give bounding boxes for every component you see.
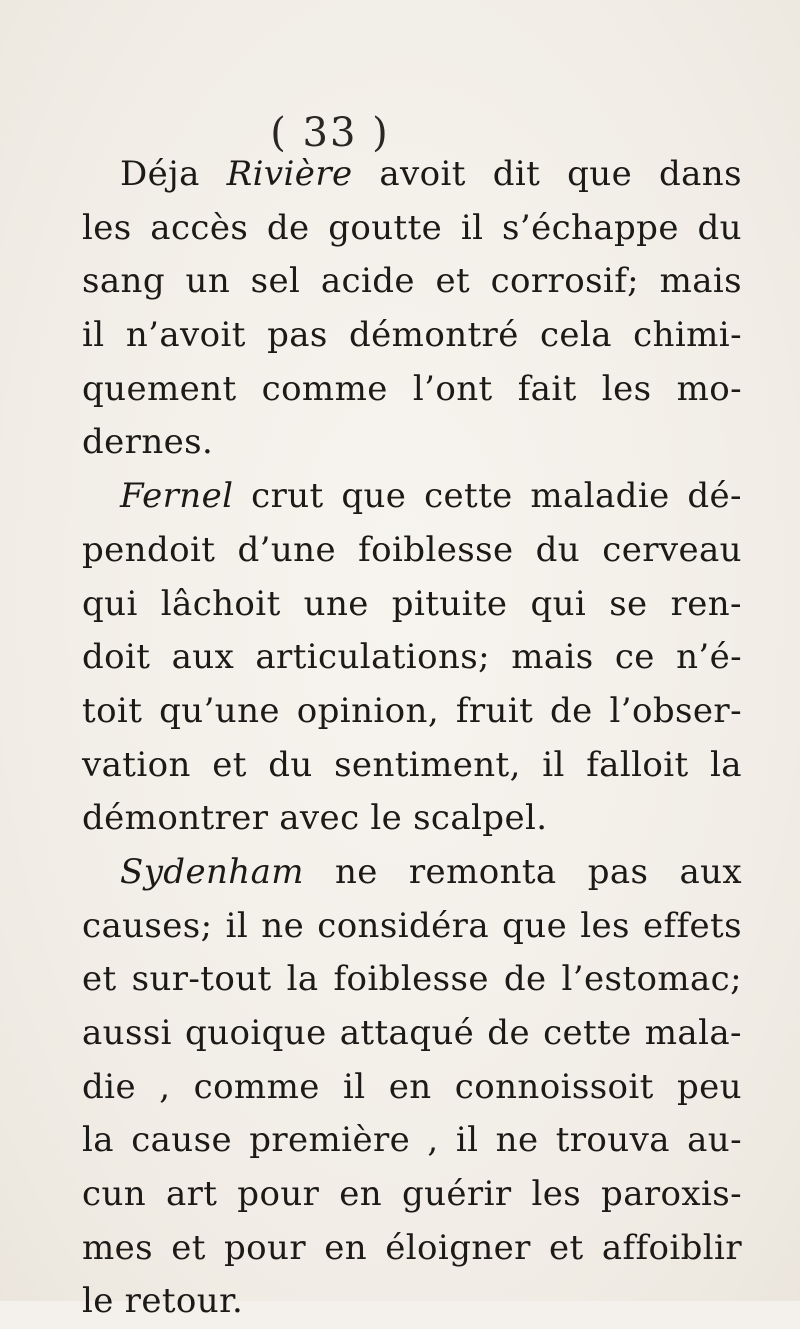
word: foiblesse: [358, 529, 514, 570]
word: accès: [150, 207, 249, 248]
italic-name: Fernel: [120, 476, 234, 517]
word: aux: [171, 637, 235, 678]
text-line: [82, 739, 742, 793]
word: fruit: [455, 690, 534, 731]
word: et: [82, 959, 117, 1000]
text-line: [82, 900, 742, 954]
word: que: [341, 476, 407, 517]
paragraph: [82, 470, 742, 846]
italic-name: Rivière: [226, 154, 353, 194]
word: cause: [131, 1120, 232, 1161]
word: au-: [687, 1120, 742, 1161]
word: l’obser-: [609, 690, 742, 731]
word: et: [435, 261, 471, 302]
italic-name: Sydenham: [120, 851, 304, 892]
word: dans: [658, 154, 742, 194]
word: sang: [82, 261, 165, 302]
word: goutte: [328, 207, 443, 248]
word: peu: [676, 1066, 742, 1107]
word: guérir: [401, 1174, 512, 1215]
word: dé-: [687, 476, 742, 517]
text-line: [82, 363, 742, 417]
text-line: [82, 524, 742, 578]
text-line: [82, 578, 742, 632]
word: la: [286, 959, 319, 1000]
word: attaqué: [339, 1013, 475, 1053]
body-text: [82, 148, 742, 1329]
text-line: [82, 1007, 742, 1061]
word: que: [502, 905, 568, 946]
word: du: [268, 744, 313, 785]
text-line: [82, 470, 742, 524]
text-line: [82, 1168, 742, 1222]
word: aussi: [82, 1013, 172, 1053]
word: pour: [224, 1227, 307, 1268]
text-line: [82, 631, 742, 685]
word: mes: [82, 1227, 154, 1268]
text-line: [82, 953, 742, 1007]
word: il: [225, 905, 249, 946]
text-line: [82, 685, 742, 739]
word: se: [609, 583, 648, 624]
word: sentiment,: [334, 744, 521, 785]
text-line: [82, 1114, 742, 1168]
word: retour.: [124, 1281, 244, 1322]
text-line: [82, 255, 742, 309]
word: pour: [237, 1174, 320, 1215]
word: trouva: [555, 1120, 670, 1161]
word: mais: [659, 261, 742, 302]
word: crut: [251, 476, 324, 517]
word: cela: [539, 315, 612, 356]
word: art: [165, 1174, 218, 1215]
word: cette: [543, 1013, 632, 1053]
word: de: [503, 959, 547, 1000]
word: lâchoit: [160, 583, 281, 624]
word: de: [266, 207, 310, 248]
word: dit: [492, 154, 541, 194]
word: pituite: [391, 583, 508, 624]
word: cette: [424, 476, 513, 517]
word: pas: [587, 851, 649, 892]
word: il: [82, 315, 105, 356]
word: affoiblir: [601, 1227, 742, 1268]
word: il: [542, 744, 565, 785]
word: les: [531, 1174, 582, 1215]
word: démontrer: [82, 798, 269, 839]
word: maladie: [530, 476, 670, 517]
word: en: [388, 1066, 432, 1107]
word: remonta: [408, 851, 557, 892]
word: il: [455, 1120, 479, 1161]
word: en: [324, 1227, 368, 1268]
word: éloigner: [385, 1227, 531, 1268]
paragraph: [82, 148, 742, 470]
text-line: [82, 309, 742, 363]
word: n’avoit: [125, 315, 246, 356]
text-line: [82, 1275, 742, 1329]
word: doit: [82, 637, 151, 678]
word: une: [303, 583, 369, 624]
word: comme: [193, 1066, 320, 1107]
paragraph: [82, 846, 742, 1329]
word: l’estomac;: [561, 959, 742, 1000]
word: les: [601, 368, 652, 409]
word: acide: [320, 261, 415, 302]
word: Déja: [120, 154, 200, 194]
word: pas: [267, 315, 328, 356]
word: s’échappe: [502, 207, 679, 248]
word: le: [370, 798, 403, 839]
word: sel: [250, 261, 301, 302]
word: chimi-: [633, 315, 742, 356]
word: articulations;: [255, 637, 490, 678]
word: cerveau: [602, 529, 742, 570]
word: aux: [679, 851, 742, 892]
text-line: [82, 148, 742, 202]
word: die: [82, 1066, 136, 1107]
word: avec: [279, 798, 360, 839]
word: qui: [530, 583, 587, 624]
word: causes;: [82, 905, 213, 946]
word: ne: [495, 1120, 539, 1161]
word: ne: [261, 905, 305, 946]
word: cun: [82, 1174, 147, 1215]
word: de: [487, 1013, 530, 1053]
word: toit: [82, 690, 143, 731]
word: ,: [427, 1120, 439, 1161]
word: paroxis-: [601, 1174, 742, 1215]
word: foiblesse: [333, 959, 489, 1000]
word: ce: [614, 637, 655, 678]
word: l’ont: [412, 368, 493, 409]
word: mais: [511, 637, 594, 678]
page-number: ( 33 ): [270, 110, 390, 156]
word: la: [82, 1120, 114, 1161]
word: il: [460, 207, 484, 248]
word: première: [249, 1120, 411, 1161]
word: ne: [334, 851, 378, 892]
word: un: [185, 261, 231, 302]
word: ,: [159, 1066, 171, 1107]
text-line: [82, 1061, 742, 1115]
text-line: [82, 416, 742, 470]
word: quement: [82, 368, 237, 409]
word: que: [567, 154, 633, 194]
word: qu’une: [159, 690, 280, 731]
word: sur-tout: [131, 959, 272, 1000]
word: dernes.: [82, 422, 214, 463]
word: et: [212, 744, 247, 785]
word: le: [82, 1281, 114, 1322]
word: falloit: [586, 744, 689, 785]
word: les: [580, 905, 630, 946]
word: qui: [82, 583, 138, 624]
text-line: [82, 1222, 742, 1276]
word: quoique: [185, 1013, 327, 1053]
word: comme: [261, 368, 388, 409]
text-line: [82, 846, 742, 900]
word: fait: [517, 368, 577, 409]
word: effets: [643, 905, 742, 946]
word: la: [710, 744, 742, 785]
word: opinion,: [296, 690, 440, 731]
word: mo-: [676, 368, 742, 409]
word: vation: [82, 744, 191, 785]
word: en: [339, 1174, 383, 1215]
word: corrosif;: [490, 261, 640, 302]
word: démontré: [349, 315, 519, 356]
word: avoit: [379, 154, 466, 194]
word: de: [550, 690, 593, 731]
word: d’une: [237, 529, 337, 570]
text-line: [82, 202, 742, 256]
word: il: [342, 1066, 366, 1107]
word: du: [697, 207, 742, 248]
text-line: [82, 792, 742, 846]
word: ren-: [670, 583, 742, 624]
word: et: [549, 1227, 584, 1268]
word: du: [535, 529, 581, 570]
word: pendoit: [82, 529, 216, 570]
word: n’é-: [676, 637, 742, 678]
word: les: [82, 207, 132, 248]
word: scalpel.: [413, 798, 548, 839]
word: et: [171, 1227, 206, 1268]
word: considéra: [317, 905, 489, 946]
word: connoissoit: [454, 1066, 654, 1107]
word: mala-: [644, 1013, 742, 1053]
